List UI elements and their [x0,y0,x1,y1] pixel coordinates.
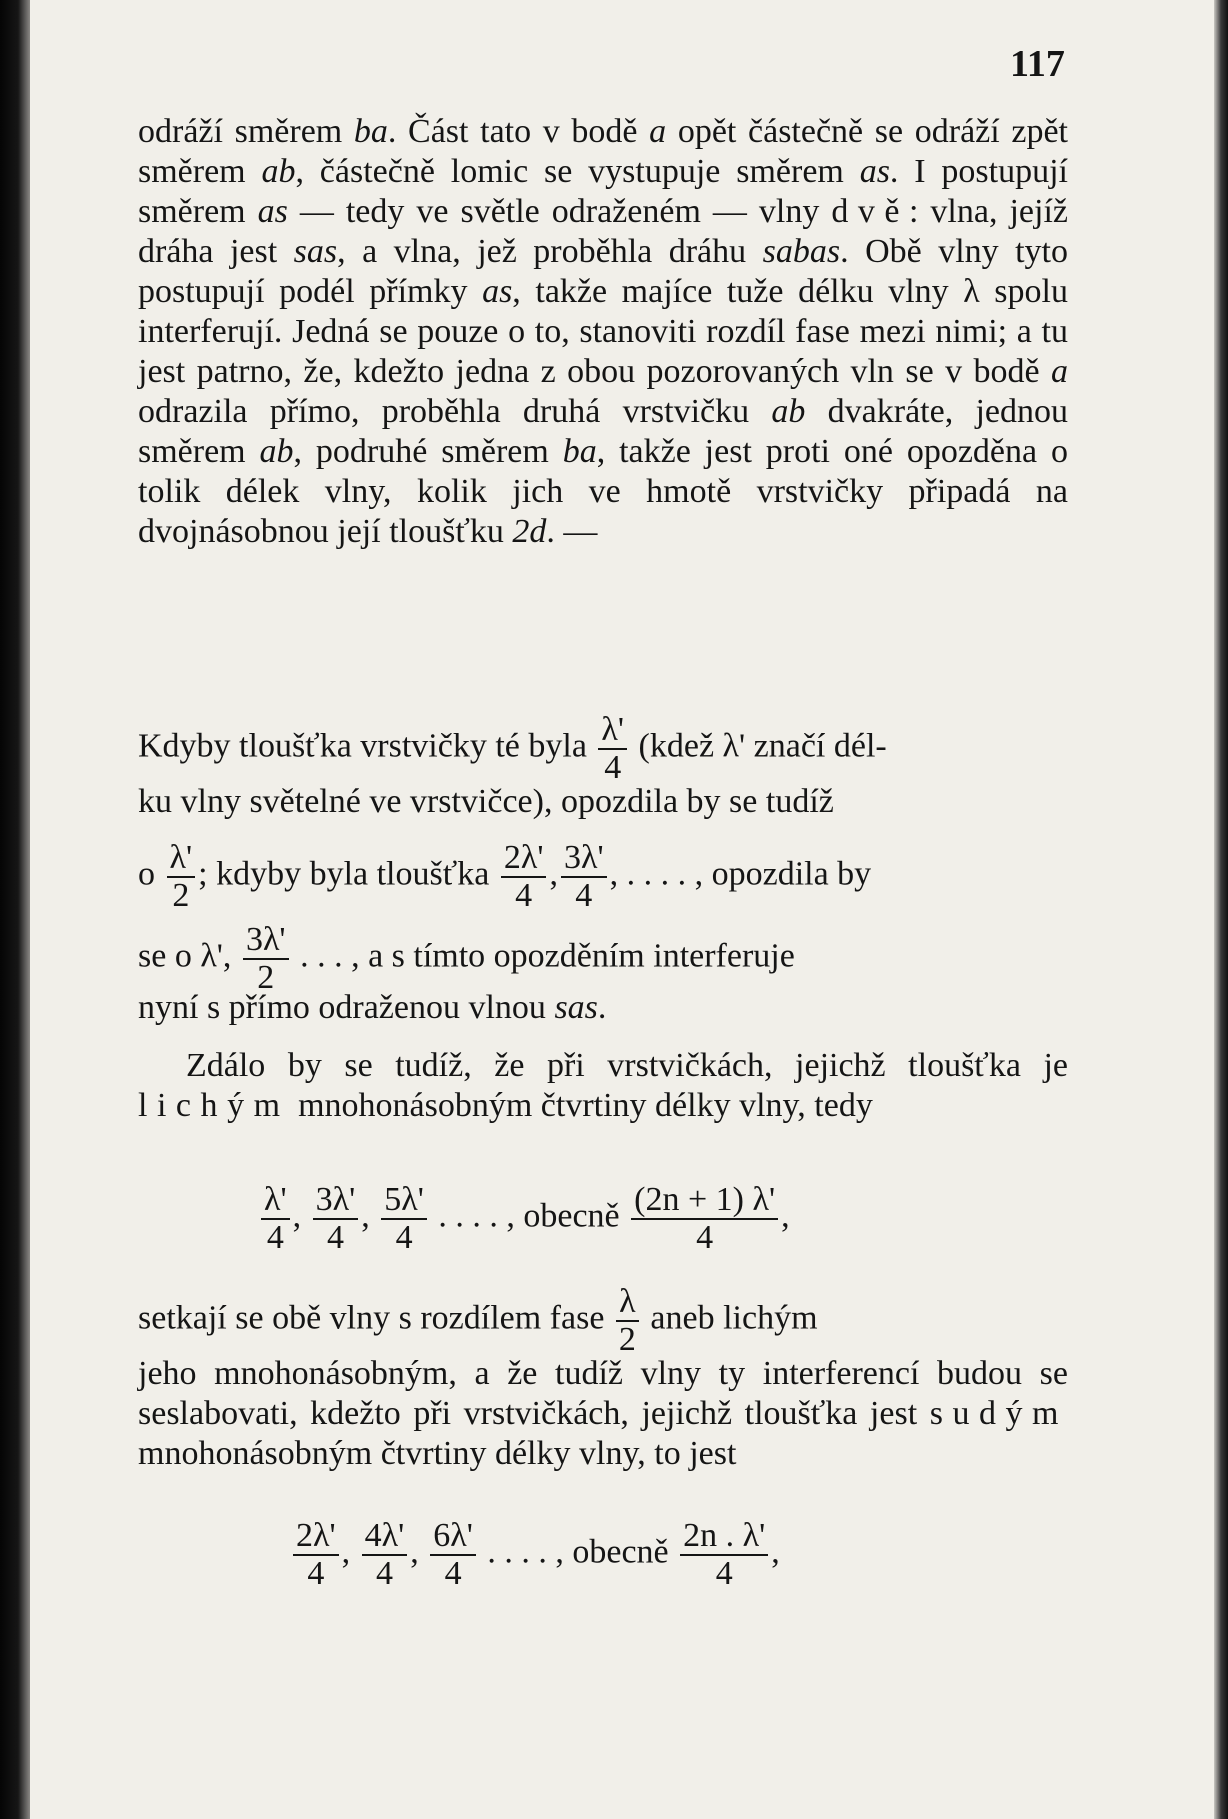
formula-2-general-term: $\frac{2n . \lambda'}{4}$ [680,1518,768,1591]
formula-odd-multiples: $\frac{\lambda'}{4}$ , $\frac{3\lambda'}{4}$ , $\frac{5\lambda'}{4}$ . . . . , obecně $\frac{(2n + 1) \lambda'}{4}$ , [258,1182,790,1255]
paragraph-1-text: odráží směrem ba. Část tato v bodě a opět částečně se odráží zpět směrem ab, částečně lomic se vystupuje směrem as. I postupují směrem as — tedy ve světle odraženém — vlny dvě: vlna, jejíž dráha jest sas, a vlna, jež proběhla dráhu sabas. Obě vlny tyto postupují podél přímky as, takže majíce tuže délku vlny λ spolu interferují. Jedná se pouze o to, stanoviti rozdíl fase mezi nimi; a tu jest patrno, že, kdežto jedna z obou pozorovaných vln se v bodě a odrazila přímo, proběhla druhá vrstvičku ab dvakráte, jednou směrem ab, podruhé směrem ba, takže jest proti oné opozděna o tolik délek vlny, kolik jich ve hmotě vrstvičky připadá na dvojnásobnou její tloušťku 2d. — [138,113,1069,550]
formula-1-frac-3: $\frac{5\lambda'}{4}$ [381,1182,427,1255]
paragraph-3-text: jeho mnohonásobným, a že tudíž vlny ty interferencí budou se seslabovati, kdežto při vrstvičkách, jejichž tloušťka jest sudým mnohonásobným čtvrtiny délky vlny, to jest [138,1355,1068,1472]
fraction-lambda-2: $\frac{\lambda'}{2}$ [167,840,196,913]
fraction-phase-lambda-2: $\frac{\lambda}{2}$ [616,1284,639,1357]
scan-edge-left [0,0,30,1819]
se-line: se o λ', $\frac{3\lambda'}{2}$ . . . , a s tímto opozděním interferuje [138,921,795,996]
kdyby-line: Kdyby tloušťka vrstvičky té byla $\frac{\lambda'}{4}$ (kdež λ' značí dél- [138,711,887,786]
fraction-3lambda-2: $\frac{3\lambda'}{2}$ [243,922,289,995]
formula-2-frac-1: $\frac{2\lambda'}{4}$ [293,1518,339,1591]
formula-even-multiples: $\frac{2\lambda'}{4}$ , $\frac{4\lambda'}{4}$ , $\frac{6\lambda'}{4}$ . . . . , obecně $\frac{2n . \lambda'}{4}$ , [290,1518,780,1591]
fraction-3lambda-4: $\frac{3\lambda'}{4}$ [561,840,607,913]
ku-line: ku vlny světelné ve vrstvičce), opozdila by se tudíž [138,783,834,820]
nyni-line: nyní s přímo odraženou vlnou sas. [138,989,607,1026]
formula-2-frac-3: $\frac{6\lambda'}{4}$ [430,1518,476,1591]
fraction-2lambda-4: $\frac{2\lambda'}{4}$ [501,840,547,913]
paragraph-1 [138,112,1068,552]
page-number: 117 [1010,43,1065,85]
setkaji-line: setkají se obě vlny s rozdílem fase $\frac{\lambda}{2}$ aneb lichým [138,1283,818,1358]
paragraph-2 [138,1046,1068,1126]
paragraph-3 [138,1354,1068,1474]
fraction-lambda-4: $\frac{\lambda'}{4}$ [598,712,627,785]
o-line: o $\frac{\lambda'}{2}$ ; kdyby byla tloušťka $\frac{2\lambda'}{4}$ , $\frac{3\lambda'}{4}$ , . . . . , opozdila by [138,839,872,914]
formula-1-frac-2: $\frac{3\lambda'}{4}$ [313,1182,359,1255]
formula-1-frac-1: $\frac{\lambda'}{4}$ [261,1182,290,1255]
paragraph-2-text: Zdálo by se tudíž, že při vrstvičkách, jejichž tloušťka je lichým mnohonásobným čtvrtiny délky vlny, tedy [138,1047,1068,1124]
scan-edge-right [1214,0,1228,1819]
formula-2-frac-2: $\frac{4\lambda'}{4}$ [362,1518,408,1591]
formula-1-general-term: $\frac{(2n + 1) \lambda'}{4}$ [631,1182,778,1255]
